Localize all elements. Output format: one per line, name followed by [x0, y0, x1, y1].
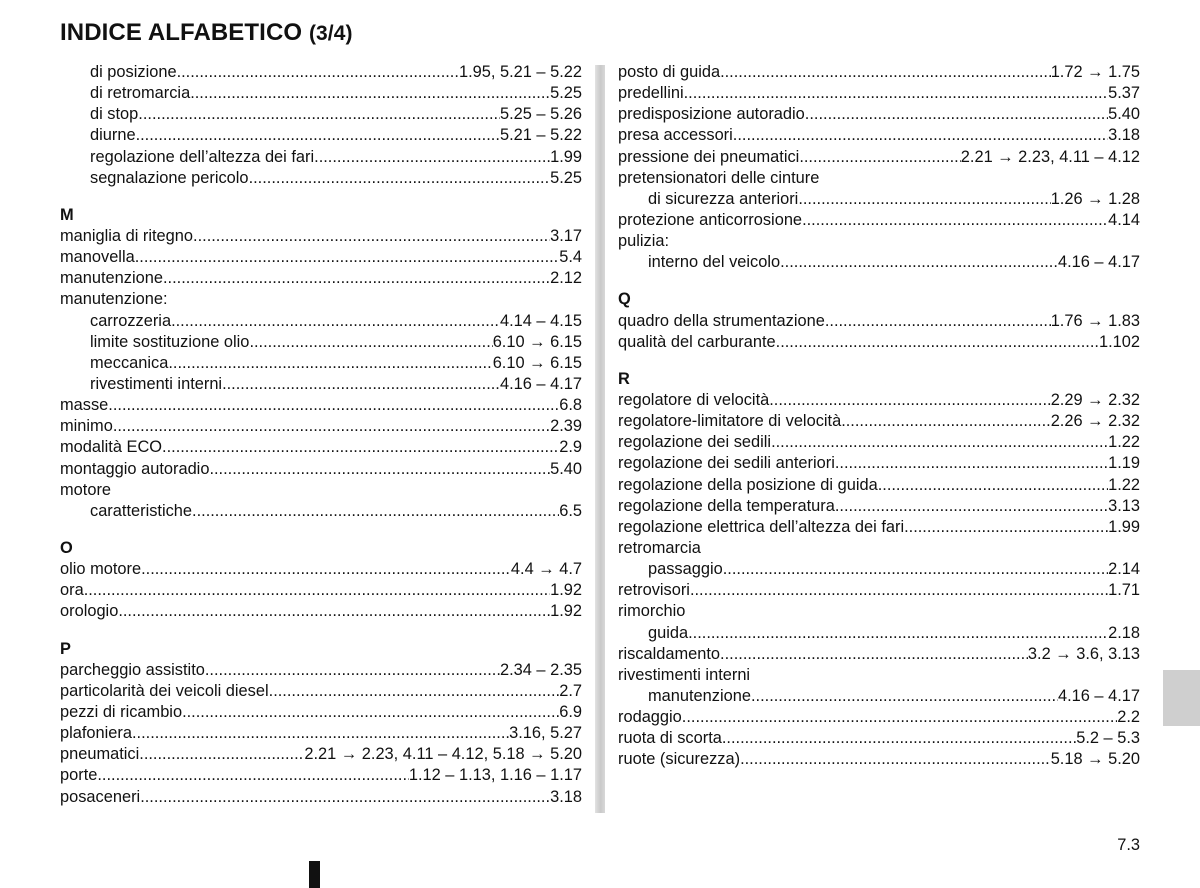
- index-entry-label: presa accessori: [618, 126, 733, 145]
- index-subentry: [60, 125, 582, 146]
- index-entry: [618, 104, 1140, 125]
- index-entry: [618, 453, 1140, 474]
- dot-leader: [193, 226, 550, 247]
- dot-leader: [108, 395, 559, 416]
- index-entry-label: regolatore-limitatore di velocità: [618, 412, 842, 431]
- index-page-ref: 6.10 → 6.15: [492, 353, 582, 372]
- index-page-ref: 6.5: [559, 501, 582, 520]
- index-entry: [618, 147, 1140, 168]
- index-subentry: [60, 83, 582, 104]
- index-subentry: [618, 252, 1140, 273]
- index-letter-heading: [60, 639, 582, 660]
- index-letter-heading: [60, 205, 582, 226]
- index-subentry: [618, 686, 1140, 707]
- index-entry-label: parcheggio assistito: [60, 660, 205, 679]
- index-column-right: [618, 62, 1140, 771]
- index-letter-heading: [618, 369, 1140, 390]
- index-entry: [618, 411, 1140, 432]
- index-page-ref: 3.13: [1108, 496, 1140, 515]
- index-entry-label: interno del veicolo: [648, 253, 781, 272]
- dot-leader: [799, 147, 960, 168]
- index-entry-label: maniglia di ritegno: [60, 226, 194, 245]
- index-page-ref: 5.40: [550, 459, 582, 478]
- index-entry-label: manutenzione:: [60, 290, 168, 309]
- index-subentry: [60, 104, 582, 125]
- dot-leader: [314, 147, 550, 168]
- dot-leader: [139, 744, 304, 765]
- index-entry-label: carrozzeria: [90, 311, 172, 330]
- index-entry: [60, 416, 582, 437]
- index-page-ref: 2.39: [550, 417, 582, 436]
- index-entry-group: [60, 289, 582, 310]
- index-entry-label: predisposizione autoradio: [618, 105, 805, 124]
- index-letter: Q: [618, 290, 631, 309]
- dot-leader: [182, 702, 559, 723]
- index-entry-label: guida: [648, 623, 689, 642]
- index-entry-group: [618, 665, 1140, 686]
- index-page-ref: 3.16, 5.27: [509, 724, 582, 743]
- index-entry: [618, 580, 1140, 601]
- index-entry-label: protezione anticorrosione: [618, 210, 803, 229]
- index-entry-label: regolazione della temperatura: [618, 496, 835, 515]
- index-subentry: [618, 189, 1140, 210]
- dot-leader: [113, 416, 550, 437]
- dot-leader: [269, 681, 560, 702]
- index-entry-label: predellini: [618, 84, 684, 103]
- index-entry-label: porte: [60, 766, 98, 785]
- index-page-ref: 3.18: [1108, 126, 1140, 145]
- index-entry-label: pulizia:: [618, 232, 670, 251]
- index-entry-label: riscaldamento: [618, 644, 721, 663]
- index-entry: [618, 125, 1140, 146]
- dot-leader: [162, 437, 559, 458]
- dot-leader: [684, 83, 1108, 104]
- index-entry-label: particolarità dei veicoli diesel: [60, 681, 269, 700]
- index-page-ref: 5.25: [550, 84, 582, 103]
- dot-leader: [835, 453, 1108, 474]
- dot-leader: [720, 62, 1051, 83]
- index-entry: [60, 559, 582, 580]
- dot-leader: [682, 707, 1117, 728]
- index-entry: [60, 459, 582, 480]
- index-letter: M: [60, 205, 74, 224]
- index-page-ref: 3.18: [550, 787, 582, 806]
- index-entry-label: rivestimenti interni: [90, 374, 223, 393]
- index-entry: [618, 432, 1140, 453]
- index-page-ref: 2.9: [559, 438, 582, 457]
- index-entry-label: regolatore di velocità: [618, 390, 770, 409]
- dot-leader: [751, 686, 1058, 707]
- index-page-ref: 1.76 → 1.83: [1050, 311, 1140, 330]
- index-subentry: [60, 501, 582, 522]
- index-entry-label: retrovisori: [618, 581, 690, 600]
- index-page-ref: 1.99: [1108, 517, 1140, 536]
- page-title-text: INDICE ALFABETICO: [60, 19, 303, 46]
- index-entry-label: modalità ECO: [60, 438, 163, 457]
- index-entry-label: olio motore: [60, 560, 142, 579]
- dot-leader: [878, 475, 1108, 496]
- index-page-ref: 2.34 – 2.35: [499, 660, 582, 679]
- dot-leader: [740, 749, 1051, 770]
- index-entry-label: pezzi di ricambio: [60, 702, 183, 721]
- index-entry-label: regolazione dei sedili anteriori: [618, 454, 835, 473]
- index-page-ref: 6.10 → 6.15: [492, 332, 582, 351]
- index-entry: [60, 765, 582, 786]
- index-subentry: [60, 374, 582, 395]
- index-entry-label: montaggio autoradio: [60, 459, 210, 478]
- dot-leader: [209, 459, 550, 480]
- dot-leader: [798, 189, 1050, 210]
- index-subentry: [60, 168, 582, 189]
- index-page-ref: 5.25: [550, 168, 582, 187]
- index-entry-label: minimo: [60, 417, 113, 436]
- index-letter: P: [60, 639, 71, 658]
- dot-leader: [190, 83, 550, 104]
- index-subentry: [60, 332, 582, 353]
- dot-leader: [177, 62, 459, 83]
- dot-leader: [141, 559, 511, 580]
- dot-leader: [733, 125, 1108, 146]
- page-number: 7.3: [1117, 836, 1140, 854]
- index-entry: [60, 601, 582, 622]
- dot-leader: [841, 411, 1050, 432]
- index-page-ref: 4.16 – 4.17: [1057, 686, 1140, 705]
- index-entry-label: limite sostituzione olio: [90, 332, 250, 351]
- dot-leader: [769, 390, 1050, 411]
- index-entry: [60, 723, 582, 744]
- index-page-ref: 2.7: [559, 681, 582, 700]
- index-entry-label: rodaggio: [618, 708, 682, 727]
- index-entry: [60, 226, 582, 247]
- dot-leader: [132, 723, 509, 744]
- index-entry: [60, 395, 582, 416]
- index-page-ref: 4.16 – 4.17: [499, 374, 582, 393]
- dot-leader: [720, 644, 1028, 665]
- index-page-ref: 1.71: [1108, 581, 1140, 600]
- dot-leader: [722, 728, 1076, 749]
- dot-leader: [835, 496, 1108, 517]
- index-subentry: [618, 623, 1140, 644]
- dot-leader: [805, 104, 1108, 125]
- index-entry: [618, 644, 1140, 665]
- dot-leader: [171, 311, 500, 332]
- index-column-left: [60, 62, 582, 808]
- index-letter: O: [60, 538, 73, 557]
- index-letter-heading: [60, 538, 582, 559]
- page-title-part: (3/4): [308, 22, 353, 45]
- index-entry: [60, 681, 582, 702]
- index-entry-label: segnalazione pericolo: [90, 168, 249, 187]
- index-entry-label: pneumatici: [60, 745, 140, 764]
- dot-leader: [249, 332, 492, 353]
- index-entry-label: manutenzione: [648, 686, 751, 705]
- page-title: [60, 19, 353, 47]
- section-tab-marker: [1163, 670, 1200, 726]
- index-page-ref: 5.37: [1108, 84, 1140, 103]
- index-page-ref: 2.14: [1108, 560, 1140, 579]
- dot-leader: [97, 765, 408, 786]
- index-letter: R: [618, 369, 630, 388]
- index-entry-label: diurne: [90, 126, 136, 145]
- index-page-ref: 6.8: [559, 396, 582, 415]
- index-subentry: [60, 311, 582, 332]
- index-entry-label: di posizione: [90, 63, 177, 81]
- index-entry: [618, 475, 1140, 496]
- index-entry-group: [618, 538, 1140, 559]
- index-page-ref: 1.12 – 1.13, 1.16 – 1.17: [408, 766, 582, 785]
- index-page-ref: 2.21 → 2.23, 4.11 – 4.12: [960, 147, 1140, 166]
- index-page-ref: 3.17: [550, 226, 582, 245]
- index-entry-label: posto di guida: [618, 63, 721, 81]
- index-entry: [618, 210, 1140, 231]
- index-page-ref: 4.4 → 4.7: [510, 560, 582, 579]
- index-entry-group: [618, 231, 1140, 252]
- dot-leader: [168, 353, 492, 374]
- index-entry-label: rivestimenti interni: [618, 665, 751, 684]
- index-page-ref: 1.22: [1108, 475, 1140, 494]
- index-entry: [618, 517, 1140, 538]
- index-entry: [618, 83, 1140, 104]
- index-page-ref: 5.2 – 5.3: [1076, 729, 1140, 748]
- dot-leader: [825, 311, 1051, 332]
- index-page-ref: 1.72 → 1.75: [1050, 63, 1140, 81]
- index-entry: [618, 707, 1140, 728]
- index-entry-label: manovella: [60, 248, 135, 267]
- index-entry-label: regolazione dell’altezza dei fari: [90, 147, 315, 166]
- index-entry-label: regolazione elettrica dell’altezza dei fari: [618, 517, 905, 536]
- index-entry-label: quadro della strumentazione: [618, 311, 825, 330]
- index-page-ref: 1.92: [550, 602, 582, 621]
- index-entry: [618, 332, 1140, 353]
- index-entry-label: di sicurezza anteriori: [648, 189, 799, 208]
- index-page-ref: 3.2 → 3.6, 3.13: [1027, 644, 1140, 663]
- index-page-ref: 6.9: [559, 702, 582, 721]
- index-entry-label: meccanica: [90, 353, 169, 372]
- index-entry-label: caratteristiche: [90, 501, 193, 520]
- index-entry-label: masse: [60, 396, 109, 415]
- index-subentry: [618, 559, 1140, 580]
- index-page-ref: 2.18: [1108, 623, 1140, 642]
- index-entry-label: di retromarcia: [90, 84, 191, 103]
- index-entry-label: pretensionatori delle cinture: [618, 168, 820, 187]
- dot-leader: [138, 104, 500, 125]
- dot-leader: [163, 268, 550, 289]
- index-page-ref: 5.21 – 5.22: [499, 126, 582, 145]
- index-entry-label: ora: [60, 581, 84, 600]
- column-divider: [595, 65, 605, 813]
- dot-leader: [771, 432, 1108, 453]
- index-letter-heading: [618, 289, 1140, 310]
- index-entry-label: ruote (sicurezza): [618, 750, 741, 769]
- index-entry: [618, 311, 1140, 332]
- index-entry: [60, 247, 582, 268]
- index-page-ref: 2.21 → 2.23, 4.11 – 4.12, 5.18 → 5.20: [304, 745, 582, 764]
- index-page-ref: 5.4: [559, 248, 582, 267]
- dot-leader: [222, 374, 500, 395]
- dot-leader: [136, 125, 500, 146]
- index-page-ref: 2.12: [550, 269, 582, 288]
- index-entry-label: qualità del carburante: [618, 332, 776, 351]
- index-entry-label: regolazione della posizione di guida: [618, 475, 878, 494]
- index-entry-label: plafoniera: [60, 724, 132, 743]
- dot-leader: [690, 580, 1108, 601]
- index-entry: [618, 496, 1140, 517]
- index-entry: [60, 660, 582, 681]
- index-entry-label: di stop: [90, 105, 139, 124]
- index-page-ref: 1.26 → 1.28: [1050, 189, 1140, 208]
- print-mark: [309, 861, 320, 888]
- dot-leader: [192, 501, 559, 522]
- index-entry-group: [618, 168, 1140, 189]
- index-subentry: [60, 62, 582, 83]
- dot-leader: [140, 787, 550, 808]
- index-page-ref: 5.40: [1108, 105, 1140, 124]
- index-page-ref: 1.19: [1108, 454, 1140, 473]
- dot-leader: [776, 332, 1099, 353]
- index-entry-label: orologio: [60, 602, 119, 621]
- dot-leader: [723, 559, 1108, 580]
- index-page-ref: 4.16 – 4.17: [1057, 253, 1140, 272]
- index-entry: [60, 787, 582, 808]
- index-entry-label: regolazione dei sedili: [618, 433, 772, 452]
- index-entry: [618, 749, 1140, 770]
- index-entry-label: passaggio: [648, 560, 723, 579]
- dot-leader: [802, 210, 1108, 231]
- index-entry: [618, 728, 1140, 749]
- dot-leader: [780, 252, 1058, 273]
- dot-leader: [688, 623, 1108, 644]
- index-entry: [60, 580, 582, 601]
- index-entry: [618, 390, 1140, 411]
- index-page-ref: 2.2: [1117, 708, 1140, 727]
- index-entry-label: rimorchio: [618, 602, 686, 621]
- index-entry-label: manutenzione: [60, 269, 163, 288]
- index-page-ref: 1.22: [1108, 433, 1140, 452]
- index-page-ref: 1.95, 5.21 – 5.22: [458, 63, 582, 81]
- index-page-ref: 5.25 – 5.26: [499, 105, 582, 124]
- index-entry: [60, 702, 582, 723]
- index-entry: [60, 437, 582, 458]
- index-page-ref: 4.14 – 4.15: [499, 311, 582, 330]
- index-entry: [618, 62, 1140, 83]
- dot-leader: [135, 247, 559, 268]
- index-entry-group: [618, 601, 1140, 622]
- dot-leader: [84, 580, 550, 601]
- index-page-ref: 2.29 → 2.32: [1050, 390, 1140, 409]
- index-entry: [60, 268, 582, 289]
- index-entry-label: posaceneri: [60, 787, 141, 806]
- index-page-ref: 1.102: [1098, 332, 1140, 351]
- index-page-ref: 5.18 → 5.20: [1050, 750, 1140, 769]
- dot-leader: [205, 660, 500, 681]
- index-subentry: [60, 353, 582, 374]
- index-page-ref: 1.92: [550, 581, 582, 600]
- index-page-ref: 4.14: [1108, 210, 1140, 229]
- index-entry-label: ruota di scorta: [618, 729, 722, 748]
- index-entry-group: [60, 480, 582, 501]
- index-page-ref: 2.26 → 2.32: [1050, 412, 1140, 431]
- dot-leader: [904, 517, 1108, 538]
- dot-leader: [249, 168, 551, 189]
- index-page-ref: 1.99: [550, 147, 582, 166]
- index-subentry: [60, 147, 582, 168]
- index-entry: [60, 744, 582, 765]
- index-entry-label: motore: [60, 480, 112, 499]
- dot-leader: [118, 601, 550, 622]
- index-entry-label: retromarcia: [618, 538, 701, 557]
- index-entry-label: pressione dei pneumatici: [618, 147, 800, 166]
